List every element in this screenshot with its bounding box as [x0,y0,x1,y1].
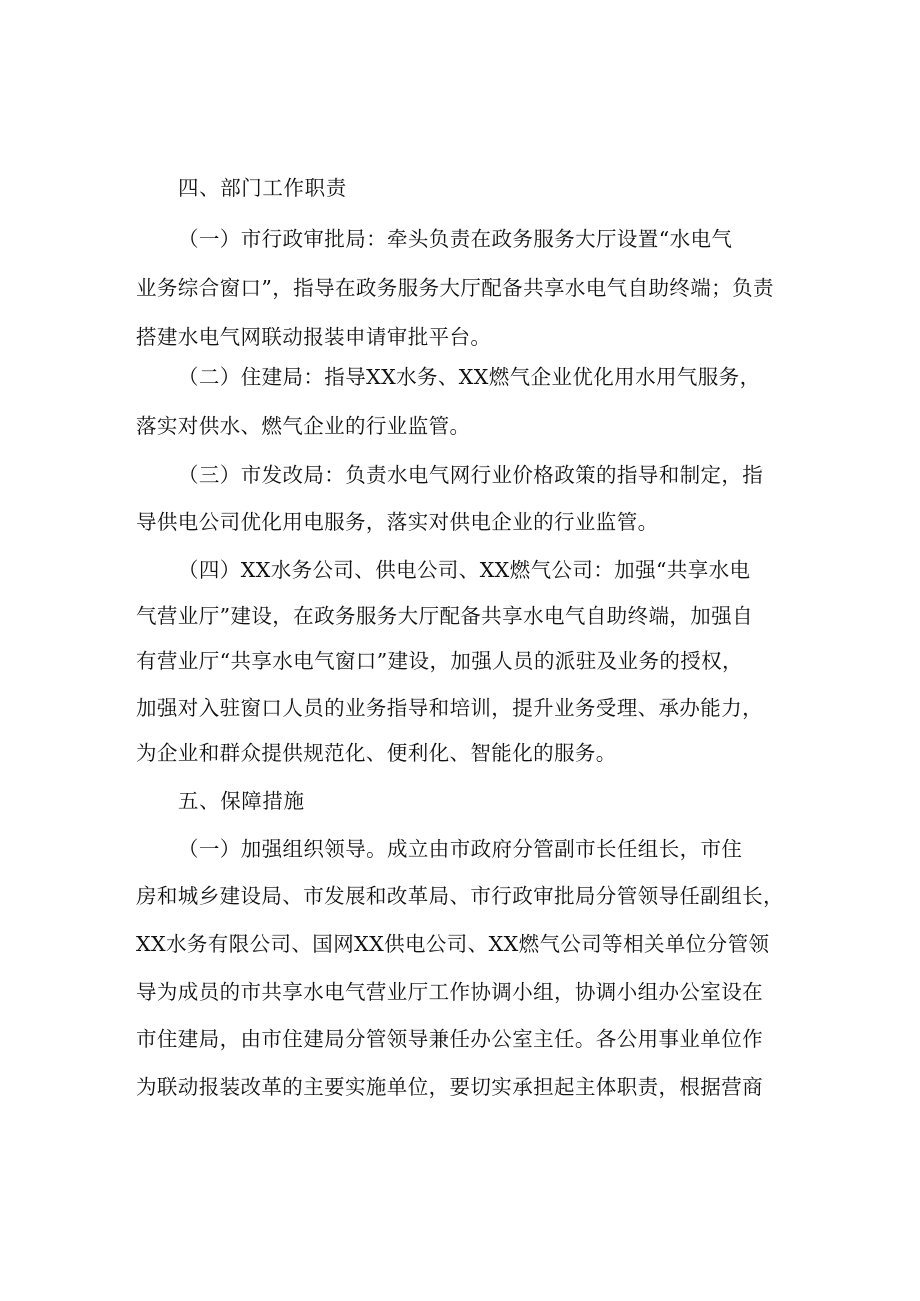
section-heading-duties: 四、部门工作职责 [178,176,347,200]
paragraph-line: 导供电公司优化用电服务，落实对供电企业的行业监管。 [136,510,659,534]
paragraph-line: 市住建局，由市住建局分管领导兼任办公室主任。各公用事业单位作 [136,1027,763,1051]
paragraph-line: （一）加强组织领导。成立由市政府分管副市长任组长，市住 [178,837,743,861]
paragraph-line: 加强对入驻窗口人员的业务指导和培训，提升业务受理、承办能力， [136,696,763,720]
paragraph-line: 为企业和群众提供规范化、便利化、智能化的服务。 [136,741,617,765]
paragraph-line: 落实对供水、燃气企业的行业监管。 [136,414,471,438]
paragraph-line: 有营业厅“共享水电气窗口”建设，加强人员的派驻及业务的授权， [136,649,743,673]
paragraph-line: （三）市发改局：负责水电气网行业价格政策的指导和制定，指 [178,463,764,487]
paragraph-line: 气营业厅”建设，在政务服务大厅配备共享水电气自助终端，加强自 [136,604,753,628]
paragraph-line: （四）XX水务公司、供电公司、XX燃气公司：加强“共享水电 [178,558,751,582]
paragraph-line: （一）市行政审批局：牵头负责在政务服务大厅设置“水电气 [178,227,733,251]
paragraph-line: （二）住建局：指导XX水务、XX燃气企业优化用水用气服务， [178,365,761,389]
paragraph-line: 搭建水电气网联动报装申请审批平台。 [136,325,492,349]
section-heading-safeguards: 五、保障措施 [178,789,305,813]
paragraph-line: 房和城乡建设局、市发展和改革局、市行政审批局分管领导任副组长， [136,884,784,908]
paragraph-line: 为联动报装改革的主要实施单位，要切实承担起主体职责，根据营商 [136,1075,763,1099]
paragraph-line: 导为成员的市共享水电气营业厅工作协调小组，协调小组办公室设在 [136,980,763,1004]
paragraph-line: 业务综合窗口”，指导在政务服务大厅配备共享水电气自助终端；负责 [136,276,774,300]
paragraph-line: XX水务有限公司、国网XX供电公司、XX燃气公司等相关单位分管领 [136,932,770,956]
